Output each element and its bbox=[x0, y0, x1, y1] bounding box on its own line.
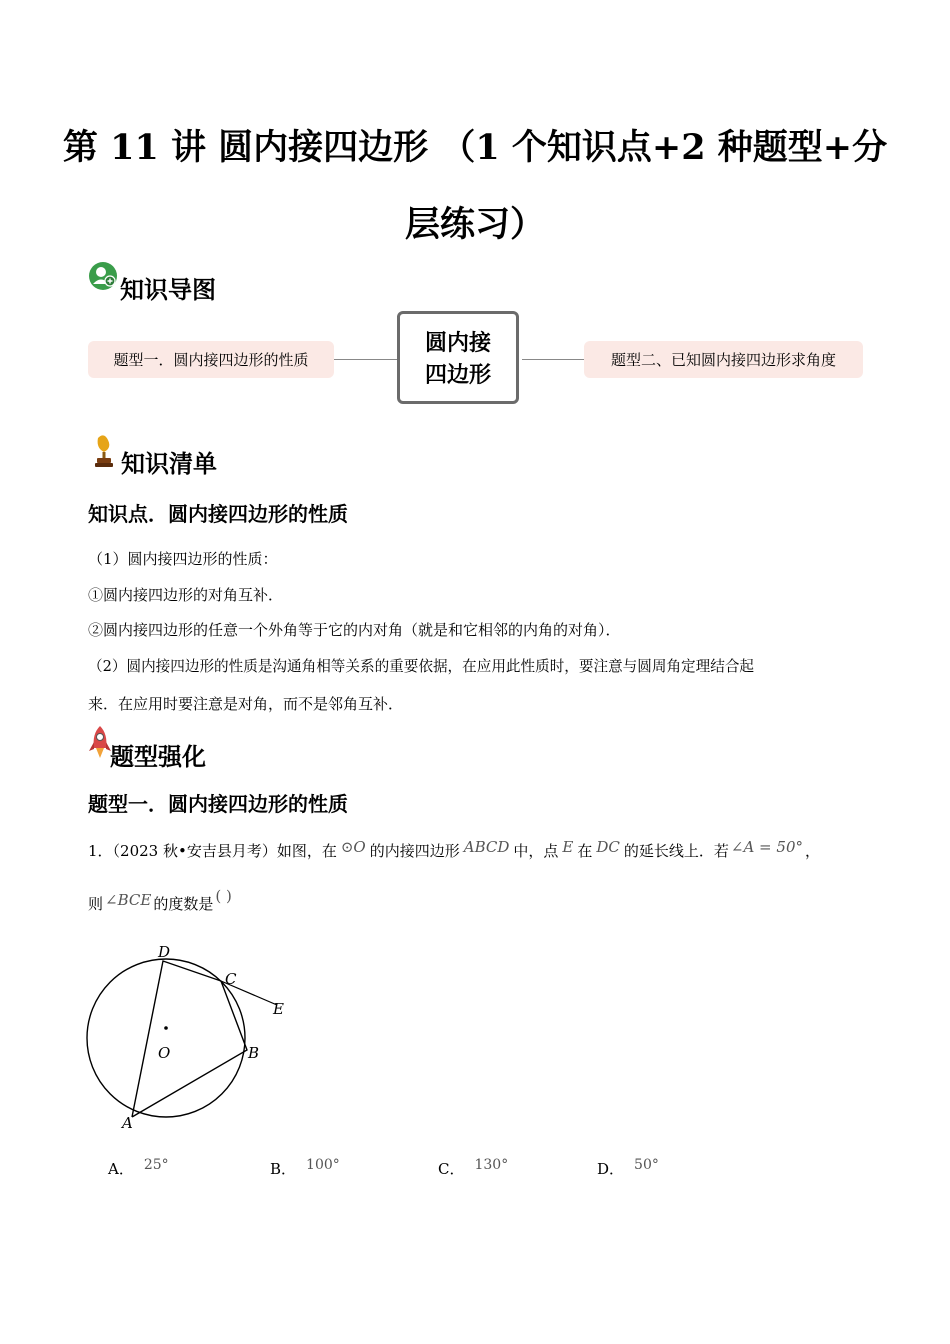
option-a[interactable] bbox=[108, 1158, 169, 1179]
question-text-b: 中，点 bbox=[513, 842, 559, 860]
option-c-label: C． bbox=[438, 1160, 465, 1178]
option-d[interactable] bbox=[597, 1158, 659, 1179]
center-dot bbox=[164, 1026, 168, 1030]
rocket-icon bbox=[88, 724, 112, 764]
quad-name: ABCD bbox=[463, 838, 510, 856]
mindmap-heading: 知识导图 bbox=[120, 276, 216, 304]
mindmap-icon bbox=[88, 261, 118, 295]
mindmap-center-line2: 四边形 bbox=[424, 363, 491, 388]
mindmap-center-node bbox=[397, 311, 519, 404]
page-title-line2: 层练习） bbox=[404, 204, 545, 245]
mindmap-center-line1: 圆内接 bbox=[424, 331, 491, 356]
knowledge-point-heading: 知识点．圆内接四边形的性质 bbox=[88, 502, 348, 526]
knowledge-line-1: （1）圆内接四边形的性质： bbox=[88, 550, 278, 568]
question-line2-suffix: 的度数是 bbox=[153, 895, 214, 913]
knowledge-line-3: ②圆内接四边形的任意一个外角等于它的内对角（就是和它相邻的内角的对角）． bbox=[88, 621, 621, 639]
mindmap-node-left: 题型一．圆内接四边形的性质 bbox=[88, 341, 334, 378]
mindmap-connector-right bbox=[522, 359, 584, 360]
checklist-heading: 知识清单 bbox=[121, 450, 217, 478]
practice-subheading: 题型一．圆内接四边形的性质 bbox=[88, 792, 348, 816]
segment-dc: DC bbox=[596, 838, 620, 856]
knowledge-line-4: （2）圆内接四边形的性质是沟通角相等关系的重要依据，在应用此性质时，要注意与圆周角定理结合起 bbox=[88, 658, 755, 675]
question-number: 1． bbox=[88, 842, 113, 860]
point-e: E bbox=[562, 838, 574, 856]
option-b[interactable] bbox=[270, 1158, 340, 1179]
option-b-label: B． bbox=[270, 1160, 297, 1178]
option-d-label: D． bbox=[597, 1160, 625, 1178]
answer-blank: ( ) bbox=[215, 887, 232, 905]
mindmap-node-right: 题型二、已知圆内接四边形求角度 bbox=[584, 341, 863, 378]
practice-heading: 题型强化 bbox=[110, 743, 206, 771]
question-text-e: ， bbox=[804, 842, 820, 860]
option-a-value: 25° bbox=[143, 1157, 169, 1173]
circle-figure bbox=[80, 938, 300, 1138]
option-d-value: 50° bbox=[634, 1157, 659, 1173]
question-line2-prefix: 则 bbox=[88, 895, 104, 913]
question-1-line-1 bbox=[88, 840, 820, 861]
label-a: A bbox=[122, 1114, 133, 1132]
question-1-line-2 bbox=[88, 887, 232, 914]
label-b: B bbox=[248, 1044, 260, 1062]
option-a-label: A． bbox=[108, 1160, 134, 1178]
knowledge-line-2: ①圆内接四边形的对角互补． bbox=[88, 586, 284, 604]
option-c[interactable] bbox=[438, 1158, 508, 1179]
option-b-value: 100° bbox=[306, 1157, 340, 1173]
label-d: D bbox=[158, 943, 171, 961]
label-e: E bbox=[273, 1000, 284, 1018]
option-c-value: 130° bbox=[474, 1157, 509, 1173]
question-text-c: 在 bbox=[577, 842, 593, 860]
question-source: （2023 秋•安吉县月考）如图，在 bbox=[112, 842, 337, 860]
trophy-icon bbox=[90, 434, 118, 472]
mindmap-connector-left bbox=[334, 359, 398, 360]
question-text-d: 的延长线上．若 bbox=[623, 842, 729, 860]
knowledge-line-5: 来．在应用时要注意是对角，而不是邻角互补． bbox=[88, 695, 404, 713]
asked-angle: ∠BCE bbox=[105, 891, 152, 909]
page-title-line1: 第 11 讲 圆内接四边形 （1 个知识点+2 种题型+分 bbox=[62, 127, 888, 168]
circle-symbol: ⊙O bbox=[340, 838, 366, 856]
label-o: O bbox=[158, 1044, 171, 1062]
question-text-a: 的内接四边形 bbox=[369, 842, 460, 860]
given-angle: ∠A = 50° bbox=[730, 838, 803, 856]
label-c: C bbox=[225, 970, 237, 988]
